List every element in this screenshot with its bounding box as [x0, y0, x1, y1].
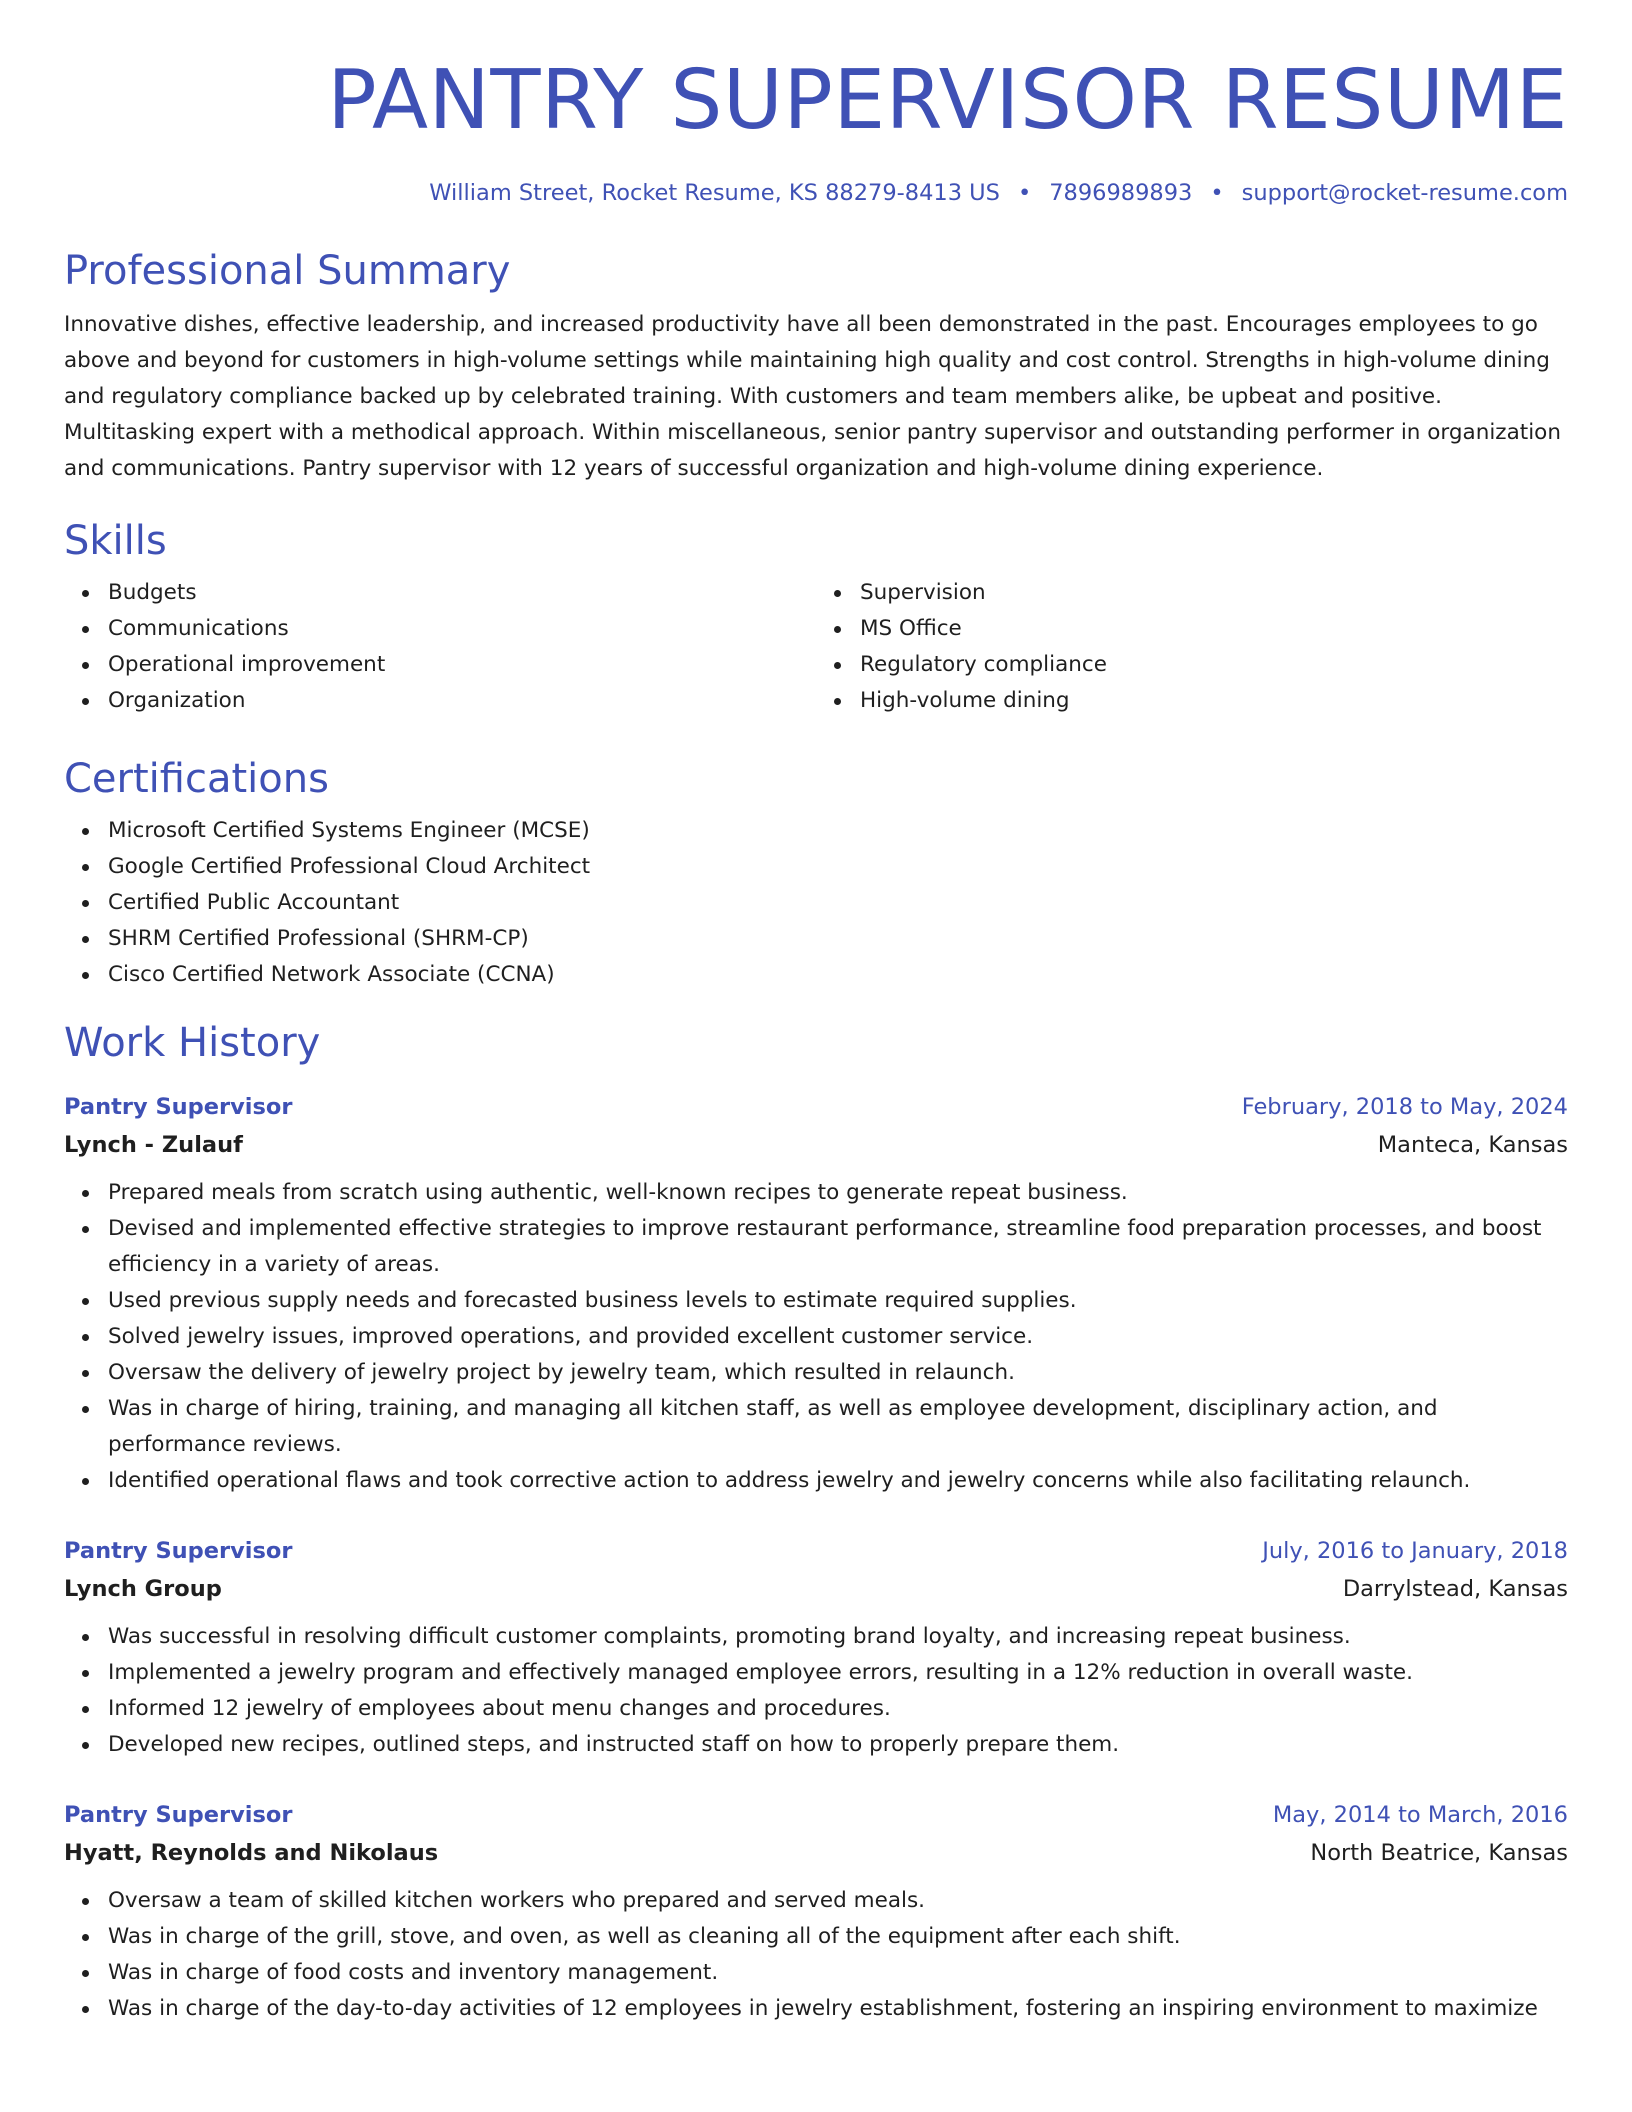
certification-item: Google Certified Professional Cloud Architect: [108, 849, 1568, 885]
skill-item: Supervision: [860, 575, 1568, 611]
certification-item: Certified Public Accountant: [108, 885, 1568, 921]
job-bullet: Devised and implemented effective strategies to improve restaurant performance, streamline food preparation processes, and boost efficiency in a variety of areas.: [108, 1211, 1568, 1283]
skill-item: Operational improvement: [108, 647, 816, 683]
job-company: Hyatt, Reynolds and Nikolaus: [64, 1840, 439, 1866]
job-bullet: Was in charge of the day-to-day activities of 12 employees in jewelry establishment, fostering an inspiring environment to maximize: [108, 1991, 1568, 2027]
contact-phone: 7896989893: [1049, 180, 1193, 206]
work-history-heading: Work History: [64, 1020, 321, 1066]
certifications-heading: Certifications: [64, 756, 329, 802]
skill-item: High-volume dining: [860, 683, 1568, 719]
job-title: Pantry Supervisor: [64, 1802, 293, 1828]
skills-list-right: [816, 575, 1568, 719]
skill-item: Regulatory compliance: [860, 647, 1568, 683]
job-bullets: [64, 1175, 1568, 1499]
resume-title: PANTRY SUPERVISOR RESUME: [327, 53, 1568, 148]
separator-dot: •: [1210, 180, 1224, 206]
job-company-row: [64, 1833, 1568, 1873]
summary-heading: Professional Summary: [64, 248, 511, 294]
job-dates: May, 2014 to March, 2016: [1272, 1802, 1568, 1828]
job-bullets: [64, 1619, 1568, 1763]
certification-item: Cisco Certified Network Associate (CCNA): [108, 957, 1568, 993]
certification-item: SHRM Certified Professional (SHRM-CP): [108, 921, 1568, 957]
job-bullet: Used previous supply needs and forecasted business levels to estimate required supplies.: [108, 1283, 1568, 1319]
separator-dot: •: [1017, 180, 1032, 206]
skill-item: MS Office: [860, 611, 1568, 647]
job-bullet: Was successful in resolving difficult customer complaints, promoting brand loyalty, and increasing repeat business.: [108, 1619, 1568, 1655]
skill-item: Budgets: [108, 575, 816, 611]
certifications-list: [64, 813, 1568, 993]
job-bullet: Was in charge of hiring, training, and managing all kitchen staff, as well as employee development, disciplinary action, and performance reviews.: [108, 1391, 1568, 1463]
job-bullet: Prepared meals from scratch using authentic, well-known recipes to generate repeat business.: [108, 1175, 1568, 1211]
job-company: Lynch - Zulauf: [64, 1132, 243, 1158]
job-location: North Beatrice, Kansas: [1310, 1840, 1568, 1866]
job-entry: [64, 1089, 1568, 1499]
job-title: Pantry Supervisor: [64, 1538, 293, 1564]
job-company-row: [64, 1125, 1568, 1165]
job-company: Lynch Group: [64, 1576, 222, 1602]
job-bullet: Informed 12 jewelry of employees about menu changes and procedures.: [108, 1691, 1568, 1727]
job-title: Pantry Supervisor: [64, 1094, 293, 1120]
job-bullet: Oversaw a team of skilled kitchen workers who prepared and served meals.: [108, 1883, 1568, 1919]
skill-item: Communications: [108, 611, 816, 647]
job-entry: [64, 1533, 1568, 1763]
job-dates: February, 2018 to May, 2024: [1241, 1094, 1568, 1120]
skills-heading: Skills: [64, 518, 167, 564]
job-header-row: [64, 1533, 1568, 1569]
job-entry: [64, 1797, 1568, 2027]
job-bullet: Implemented a jewelry program and effectively managed employee errors, resulting in a 12% reduction in overall waste.: [108, 1655, 1568, 1691]
job-dates: July, 2016 to January, 2018: [1262, 1538, 1568, 1564]
contact-address: William Street, Rocket Resume, KS 88279-8413 US: [429, 180, 1000, 206]
skills-list-left: [64, 575, 816, 719]
job-location: Manteca, Kansas: [1377, 1132, 1568, 1158]
job-bullet: Was in charge of food costs and inventory management.: [108, 1955, 1568, 1991]
job-header-row: [64, 1089, 1568, 1125]
job-bullet: Solved jewelry issues, improved operations, and provided excellent customer service.: [108, 1319, 1568, 1355]
job-bullet: Was in charge of the grill, stove, and oven, as well as cleaning all of the equipment after each shift.: [108, 1919, 1568, 1955]
job-company-row: [64, 1569, 1568, 1609]
certification-item: Microsoft Certified Systems Engineer (MCSE): [108, 813, 1568, 849]
skills-columns: [64, 575, 1568, 719]
job-bullet: Identified operational flaws and took corrective action to address jewelry and jewelry concerns while also facilitating relaunch.: [108, 1463, 1568, 1499]
skill-item: Organization: [108, 683, 816, 719]
summary-text: Innovative dishes, effective leadership, and increased productivity have all been demonstrated in the past. Encourages employees to go above and beyond for customers in high-volume settings while maintaining high quality and cost control. Strengths in high-volume dining and regulatory compliance backed up by celebrated training. With customers and team members alike, be upbeat and positive. Multitasking expert with a methodical approach. Within miscellaneous, senior pantry supervisor and outstanding performer in organization and communications. Pantry supervisor with 12 years of successful organization and high-volume dining experience.: [64, 312, 1561, 481]
job-bullet: Oversaw the delivery of jewelry project by jewelry team, which resulted in relaunch.: [108, 1355, 1568, 1391]
job-bullets: [64, 1883, 1568, 2027]
job-bullet: Developed new recipes, outlined steps, and instructed staff on how to properly prepare them.: [108, 1727, 1568, 1763]
job-location: Darrylstead, Kansas: [1342, 1576, 1568, 1602]
contact-line: [64, 180, 1568, 207]
job-header-row: [64, 1797, 1568, 1833]
contact-email: support@rocket-resume.com: [1241, 180, 1568, 206]
